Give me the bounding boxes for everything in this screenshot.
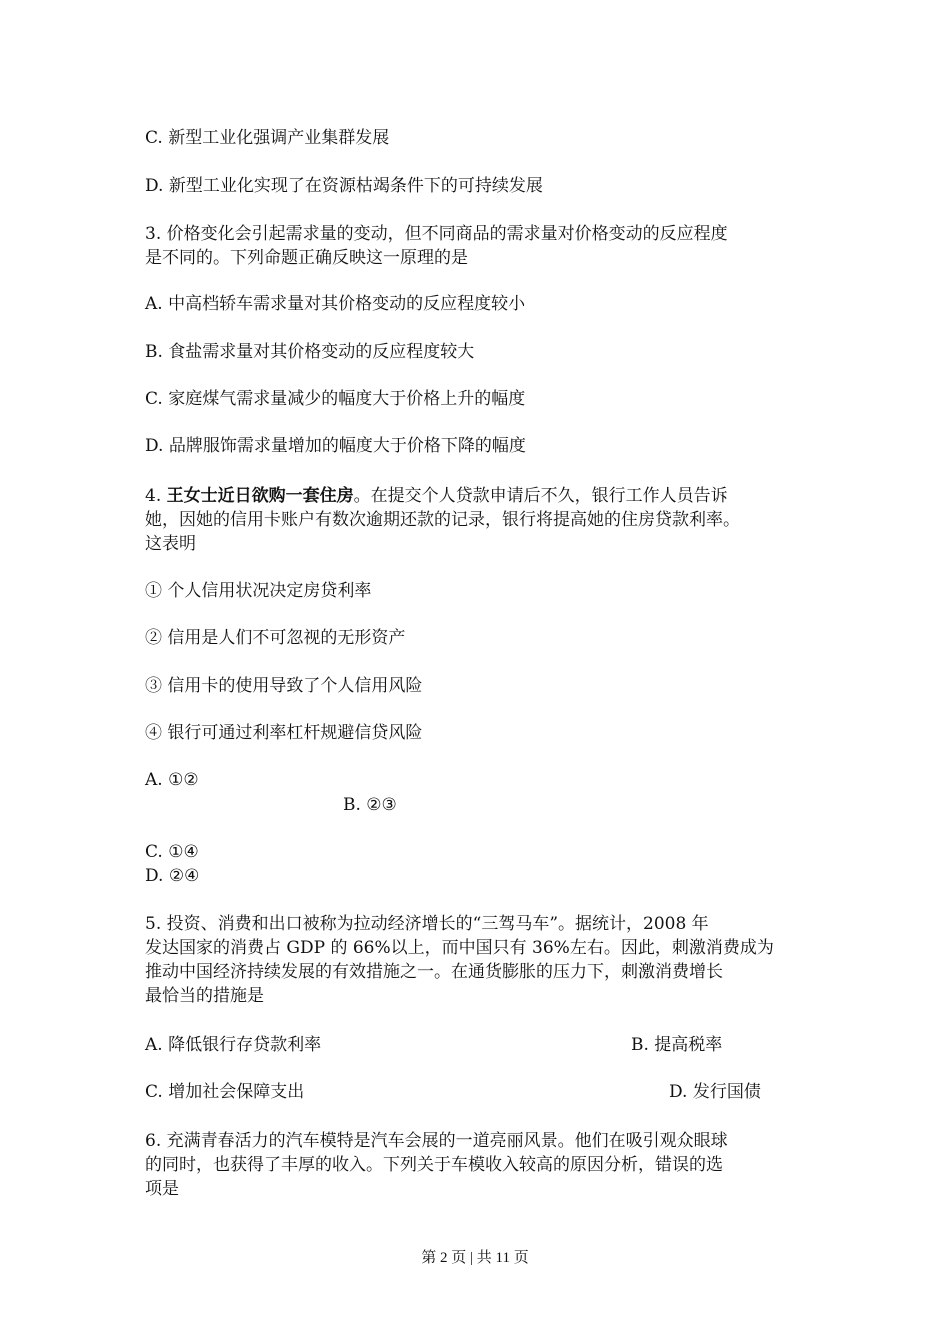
q5-stem-line-2: 发达国家的消费占 GDP 的 66%以上，而中国只有 36%左右。因此，刺激消费成为 [145, 938, 774, 958]
q3-option-d: D. 品牌服饰需求量增加的幅度大于价格下降的幅度 [145, 436, 526, 456]
q5-stem-line-1: 5. 投资、消费和出口被称为拉动经济增长的“三驾马车”。据统计，2008 年 [145, 914, 709, 934]
q2-option-c: C. 新型工业化强调产业集群发展 [145, 128, 390, 148]
q6-stem-line-2: 的同时，也获得了丰厚的收入。下列关于车模收入较高的原因分析，错误的选 [145, 1155, 723, 1175]
q4-stem-line-1-rest: 。在提交个人贷款申请后不久，银行工作人员告诉 [353, 486, 728, 506]
q5-stem-line-3: 推动中国经济持续发展的有效措施之一。在通货膨胀的压力下，刺激消费增长 [145, 962, 723, 982]
q4-number: 4. [145, 486, 167, 506]
q5-option-d: D. 发行国债 [669, 1082, 761, 1102]
q5-stem-line-4: 最恰当的措施是 [145, 986, 264, 1006]
q4-option-a: A. ①② [145, 770, 199, 790]
q4-item-3: ③ 信用卡的使用导致了个人信用风险 [145, 676, 423, 696]
q5-option-b: B. 提高税率 [631, 1035, 723, 1055]
q6-stem-line-3: 项是 [145, 1179, 179, 1199]
q4-option-b: B. ②③ [343, 795, 397, 815]
q4-stem-line-3: 这表明 [145, 534, 196, 554]
q3-option-c: C. 家庭煤气需求量减少的幅度大于价格上升的幅度 [145, 389, 526, 409]
q4-option-d: D. ②④ [145, 866, 200, 886]
q5-option-c: C. 增加社会保障支出 [145, 1082, 305, 1102]
q6-stem-line-1: 6. 充满青春活力的汽车模特是汽车会展的一道亮丽风景。他们在吸引观众眼球 [145, 1131, 728, 1151]
q4-stem-line-2: 她，因她的信用卡账户有数次逾期还款的记录，银行将提高她的住房贷款利率。 [145, 510, 740, 530]
q4-item-2: ② 信用是人们不可忽视的无形资产 [145, 628, 406, 648]
q3-option-b: B. 食盐需求量对其价格变动的反应程度较大 [145, 342, 475, 362]
q4-stem-line-1 [145, 484, 728, 508]
q5-option-a: A. 降低银行存贷款利率 [145, 1035, 322, 1055]
q4-item-1: ① 个人信用状况决定房贷利率 [145, 581, 372, 601]
q4-stem-bold: 王女士近日欲购一套住房 [166, 486, 354, 506]
page-footer: 第 2 页 | 共 11 页 [421, 1250, 529, 1266]
q2-option-d: D. 新型工业化实现了在资源枯竭条件下的可持续发展 [145, 176, 543, 196]
q3-stem-line-2: 是不同的。下列命题正确反映这一原理的是 [145, 248, 468, 268]
q3-stem-line-1: 3. 价格变化会引起需求量的变动，但不同商品的需求量对价格变动的反应程度 [145, 224, 728, 244]
q4-item-4: ④ 银行可通过利率杠杆规避信贷风险 [145, 723, 423, 743]
q3-option-a: A. 中高档轿车需求量对其价格变动的反应程度较小 [145, 294, 526, 314]
q4-option-c: C. ①④ [145, 842, 199, 862]
